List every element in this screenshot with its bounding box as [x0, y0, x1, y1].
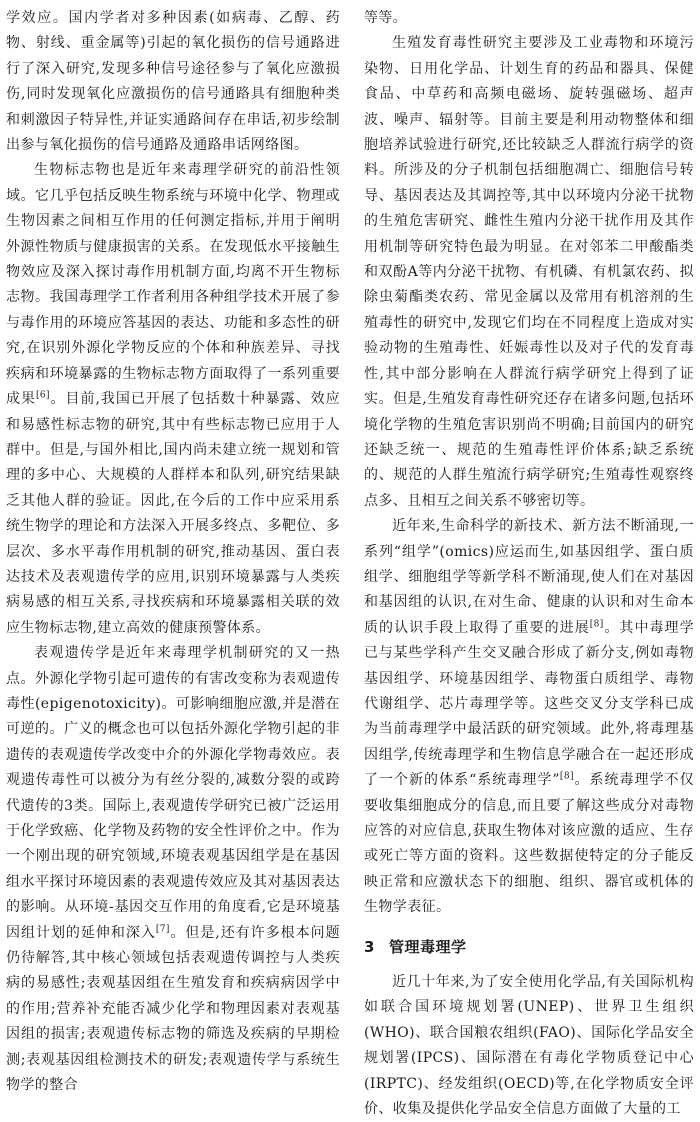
paragraph: 等等。: [364, 10, 408, 26]
section-number: 3: [364, 937, 375, 956]
right-column: [364, 6, 694, 1122]
paragraph: 生物标志物也是近年来毒理学研究的前沿性领域。它几乎包括反映生物系统与环境中化学、物理或生物因素之间相互作用的任何测定指标,并用于阐明外源性物质与健康损害的关系。在发现低水平接触生物效应及深入探讨毒作用机制方面,均离不开生物标志物。我国毒理学工作者利用各种组学技术开展了参与毒作用的环境应答基因的表达、功能和多态性的研究,在识别外源化学物反应的个体和种族差异、寻找疾病和环境暴露的生物标志物方面取得了一系列重要成果[6]。目前,我国已开展了包括数十种暴露、效应和易感性标志物的研究,其中有些标志物已应用于人群中。但是,与国外相比,国内尚未建立统一规划和管理的多中心、大规模的人群样本和队列,研究结果缺乏其他人群的验证。因此,在今后的工作中应采用系统生物学的理论和方法深入开展多终点、多靶位、多层次、多水平毒作用机制的研究,推动基因、蛋白表达技术及表观遗传学的应用,识别环境暴露与人类疾病易感的相互关系,寻找疾病和环境暴露相关联的效应生物标志物,建立高效的健康预警体系。: [6, 162, 340, 636]
paragraph: 表观遗传学是近年来毒理学机制研究的又一热点。外源化学物引起可遗传的有害改变称为表观遗传毒性(epigenotoxicity)。可影响细胞应激,并是潜在可逆的。广义的概念也可以包括外源化学物引起的非遗传的表观遗传学改变中介的外源化学物毒效应。表观遗传毒性可以被分为有丝分裂的,减数分裂的或跨代遗传的3类。国际上,表观遗传学研究已被广泛运用于化学致癌、化学物及药物的安全性评价之中。作为一个刚出现的研究领域,环境表观基因组学是在基因组水平探讨环境因素的表观遗传效应及其对基因表达的影响。从环境-基因交互作用的角度看,它是环境基因组计划的延伸和深入[7]。但是,还有许多根本问题仍待解答,其中核心领域包括表观遗传调控与人类疾病的易感性;表观基因组在生殖发育和疾病病因学中的作用;营养补充能否减少化学和物理因素对表观基因组的损害;表观遗传标志物的筛选及疾病的早期检测;表观基因组检测技术的研发;表观遗传学与系统生物学的整合: [6, 645, 341, 1094]
paragraph: 生殖发育毒性研究主要涉及工业毒物和环境污染物、日用化学品、计划生育的药品和器具、保健食品、中草药和高频电磁场、旋转强磁场、超声波、噪声、辐射等。目前主要是利用动物整体和细胞培养试验进行研究,还比较缺乏人群流行病学的资料。所涉及的分子机制包括细胞凋亡、细胞信号转导、基因表达及其调控等,其中以环境内分泌干扰物的生殖危害研究、雌性生殖内分泌干扰作用及其作用机制等研究特色最为明显。在对邻苯二甲酸酯类和双酚A等内分泌干扰物、有机磷、有机氯农药、拟除虫菊酯类农药、常见金属以及常用有机溶剂的生殖毒性的研究中,发现它们均在不同程度上造成对实验动物的生殖毒性、妊娠毒性以及对子代的发育毒性,其中部分影响在人群流行病学研究上得到了证实。但是,生殖发育毒性研究还存在诸多问题,包括环境化学物的生殖危害识别尚不明确;目前国内的研究还缺乏统一、规范的生殖毒性评价体系;缺乏系统的、规范的人群生殖流行病学研究;生殖毒性观察终点多、且相互之间关系不够密切等。: [364, 35, 694, 509]
left-column: [6, 6, 340, 1098]
citation-ref: [8]: [589, 619, 604, 630]
citation-ref: [8]: [559, 771, 574, 782]
section-title: 管理毒理学: [388, 937, 467, 956]
paragraph: 近年来,生命科学的新技术、新方法不断涌现,一系列“组学”(omics)应运而生,如基因组学、蛋白质组学、细胞组学等新学科不断涌现,使人们在对基因和基因组的认识,在对生命、健康的认识和对生命本质的认识手段上取得了重要的进展[8]。其中毒理学已与某些学科产生交叉融合形成了新分支,例如毒物基因组学、环境基因组学、毒物蛋白质组学、毒物代谢组学、芯片毒理学等。这些交叉分支学科已成为当前毒理学中最活跃的研究领域。此外,将毒理基因组学,传统毒理学和生物信息学融合在一起还形成了一个新的体系“系统毒理学”[8]。系统毒理学不仅要收集细胞成分的信息,而且要了解这些成分对毒物应答的对应信息,获取生物体对该应激的适应、生存或死亡等方面的资料。这些数据使特定的分子能反映正常和应激状态下的细胞、组织、器官或机体的生物学表征。: [364, 518, 695, 916]
section-heading: [364, 935, 694, 960]
paragraph: 近几十年来,为了安全使用化学品,有关国际机构如联合国环境规划署(UNEP)、世界卫生组织(WHO)、联合国粮农组织(FAO)、国际化学品安全规划署(IPCS)、国际潜在有毒化学物质登记中心(IRPTC)、经发组织(OECD)等,在化学物质安全评价、收集及提供化学品安全信息方面做了大量的工: [364, 974, 694, 1118]
citation-ref: [6]: [35, 390, 50, 401]
paragraph: 学效应。国内学者对多种因素(如病毒、乙醇、药物、射线、重金属等)引起的氧化损伤的信号通路进行了深入研究,发现多种信号途径参与了氧化应激损伤,同时发现氧化应激损伤的信号通路具有细胞种类和刺激因子特异性,并证实通路间存在串话,初步绘制出参与氧化损伤的信号通路及通路串话网络图。: [6, 10, 340, 154]
citation-ref: [7]: [155, 923, 170, 934]
